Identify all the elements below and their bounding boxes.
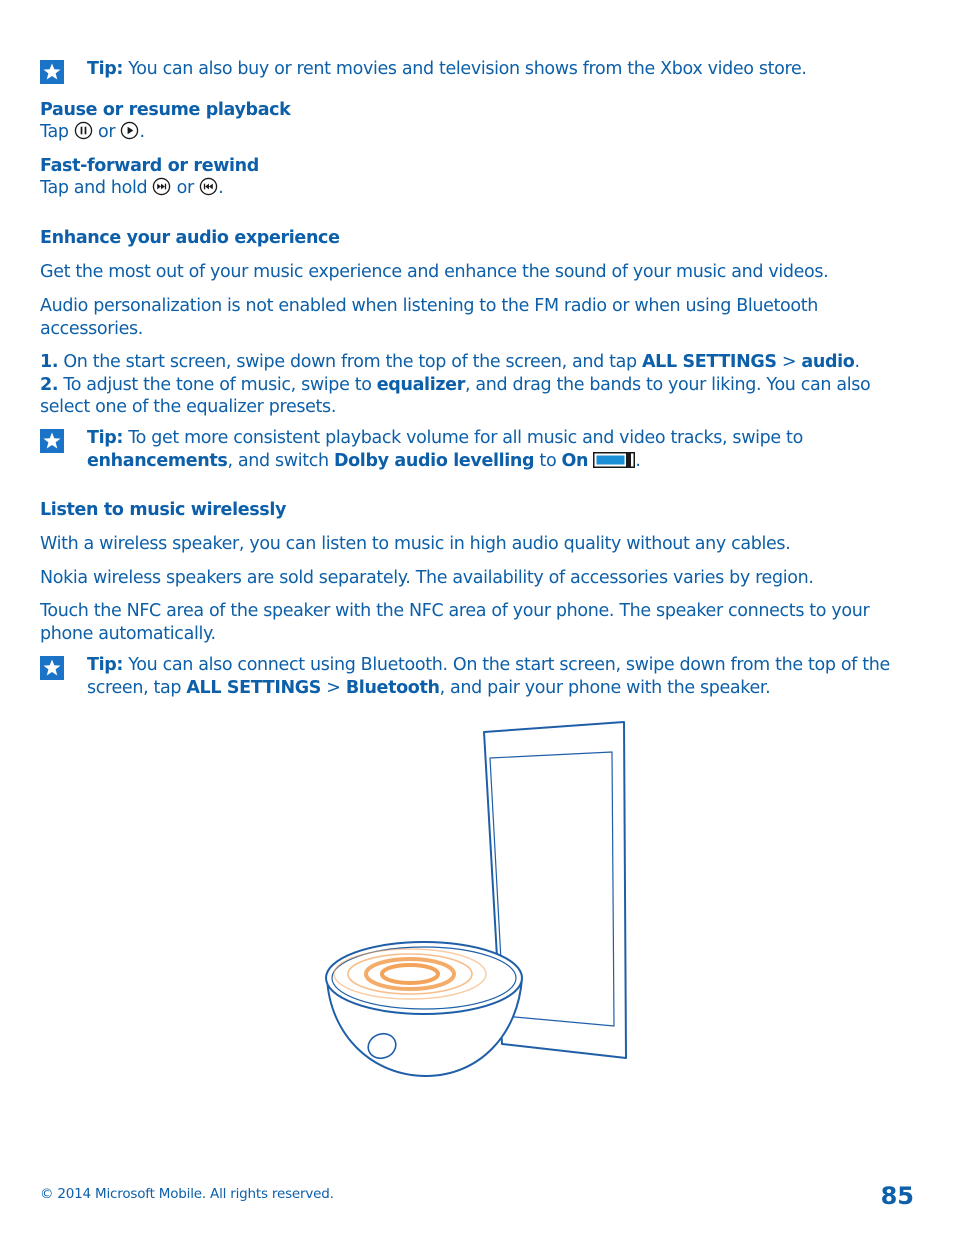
ffwd-instruction: Tap and hold or . — [40, 178, 224, 198]
section-heading-wireless: Listen to music wirelessly — [40, 500, 287, 520]
wireless-paragraph-3: Touch the NFC area of the speaker with the NFC area of your phone. The speaker connects to your phone automatically. — [40, 601, 870, 644]
tip-dolby-levelling: Tip: To get more consistent playback volume for all music and video tracks, swipe to enhancements, and switch Dolby audio levelling to On . — [87, 428, 803, 471]
tip-label: Tip: — [87, 59, 124, 79]
enhance-steps: 1. On the start screen, swipe down from the top of the screen, and tap ALL SETTINGS > audio. 2. To adjust the tone of music, swipe to equalizer, and drag the bands to your liking. You can also select one of the equalizer presets. — [40, 352, 871, 417]
tip-star-icon — [40, 429, 64, 453]
pause-instruction: Tap or . — [40, 122, 145, 142]
play-icon — [120, 121, 139, 140]
wireless-paragraph-2: Nokia wireless speakers are sold separately. The availability of accessories varies by region. — [40, 568, 814, 588]
tip-star-icon — [40, 656, 64, 680]
tip-xbox-store — [87, 58, 918, 81]
fast-forward-icon — [152, 177, 171, 196]
tip-text: You can also buy or rent movies and television shows from the Xbox video store. — [123, 59, 807, 79]
enhance-paragraph-2: Audio personalization is not enabled when listening to the FM radio or when using Bluetooth accessories. — [40, 296, 819, 339]
copyright-footer: © 2014 Microsoft Mobile. All rights reserved. — [40, 1186, 334, 1202]
nfc-speaker-illustration — [318, 716, 638, 1084]
page-number: 85 — [880, 1182, 914, 1210]
tip-star-icon — [40, 60, 64, 84]
section-heading-ffwd: Fast-forward or rewind — [40, 156, 259, 176]
toggle-on-icon — [593, 451, 635, 469]
rewind-icon — [199, 177, 218, 196]
section-heading-enhance-audio: Enhance your audio experience — [40, 228, 340, 248]
wireless-paragraph-1: With a wireless speaker, you can listen to music in high audio quality without any cables. — [40, 534, 791, 554]
section-heading-pause: Pause or resume playback — [40, 100, 291, 120]
tip-bluetooth: Tip: You can also connect using Bluetooth. On the start screen, swipe down from the top of the screen, tap ALL SETTINGS > Bluetooth, and pair your phone with the speaker. — [87, 655, 890, 698]
pause-icon — [74, 121, 93, 140]
enhance-paragraph-1: Get the most out of your music experience and enhance the sound of your music and videos. — [40, 262, 829, 282]
speaker — [326, 942, 522, 1076]
